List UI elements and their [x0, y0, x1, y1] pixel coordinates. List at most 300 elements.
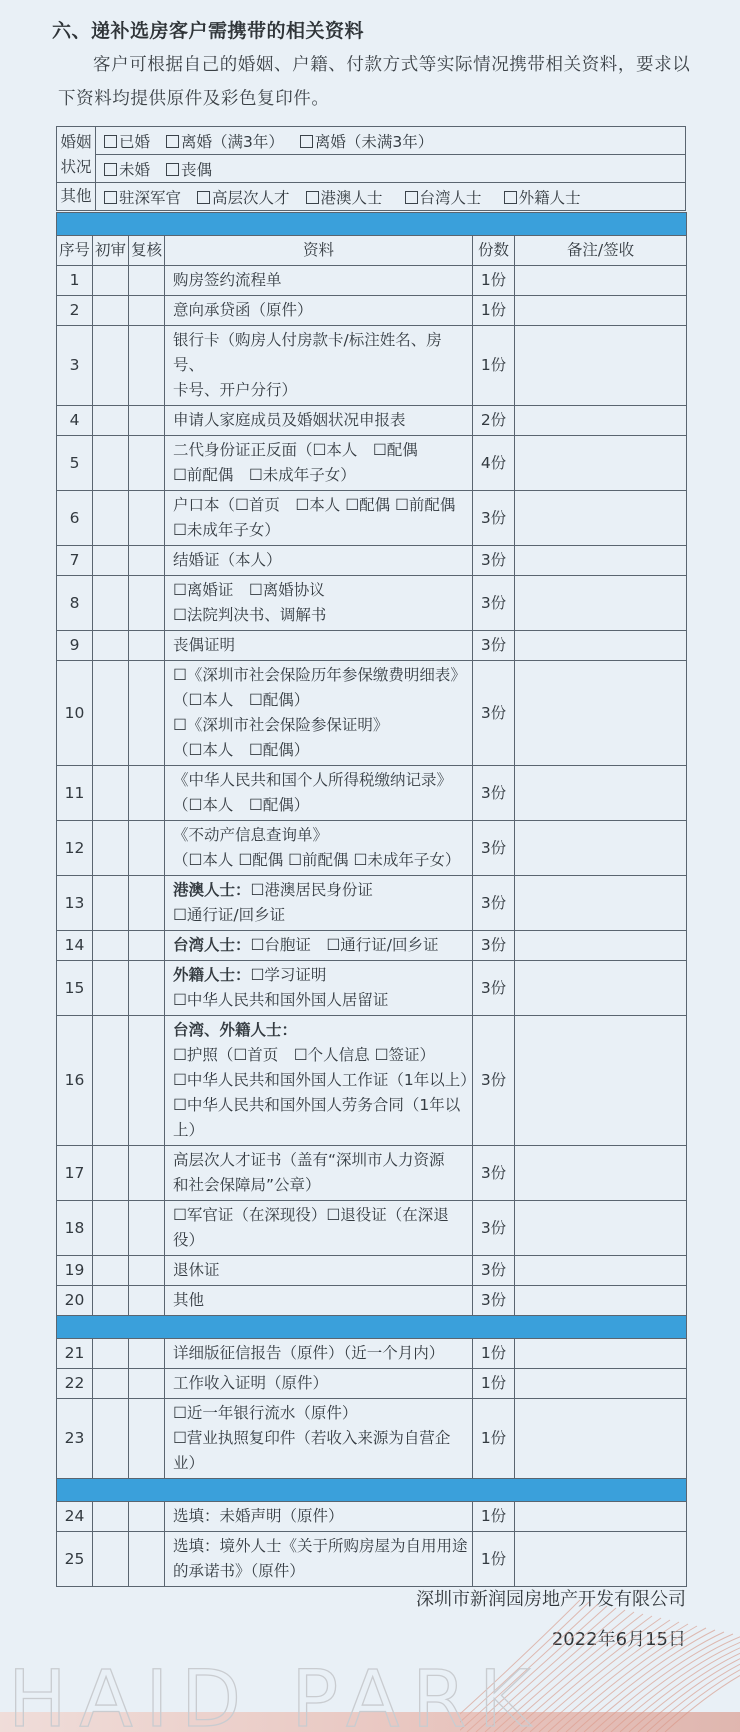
table-row	[57, 326, 687, 406]
document-cell	[165, 661, 473, 766]
remarks-cell[interactable]	[515, 326, 687, 406]
table-row	[57, 266, 687, 296]
remarks-cell[interactable]	[515, 1399, 687, 1479]
category-label: 台湾人士：	[173, 936, 251, 954]
checkbox-icon[interactable]	[104, 163, 117, 176]
document-line	[173, 1426, 472, 1476]
recheck-cell[interactable]	[129, 326, 165, 406]
document-text: （☐本人 ☐配偶 ☐前配偶 ☐未成年子女）	[173, 851, 461, 869]
checkbox-icon[interactable]	[197, 191, 210, 204]
row-number: 15	[57, 961, 93, 1016]
document-line	[173, 1559, 472, 1584]
document-line	[173, 518, 472, 543]
remarks-cell[interactable]	[515, 1201, 687, 1256]
document-line	[173, 1093, 472, 1143]
document-cell	[165, 1399, 473, 1479]
initial-review-cell[interactable]	[93, 1016, 129, 1146]
document-line	[173, 823, 472, 848]
watermark-logo	[8, 1660, 568, 1732]
row-number: 6	[57, 491, 93, 546]
document-text: ☐中华人民共和国外国人工作证（1年以上）	[173, 1071, 476, 1089]
row-number: 11	[57, 766, 93, 821]
document-cell	[165, 766, 473, 821]
copies-cell: 3份	[473, 546, 515, 576]
table-row	[57, 576, 687, 631]
row-number: 10	[57, 661, 93, 766]
document-text: 《不动产信息查询单》	[173, 826, 329, 844]
document-cell	[165, 631, 473, 661]
copies-cell: 1份	[473, 1369, 515, 1399]
document-text: 户口本（☐首页 ☐本人 ☐配偶 ☐前配偶	[173, 496, 456, 514]
recheck-cell[interactable]	[129, 1399, 165, 1479]
table-row	[57, 1201, 687, 1256]
document-line	[173, 1203, 472, 1253]
document-line	[173, 1173, 472, 1198]
initial-review-cell[interactable]	[93, 931, 129, 961]
remarks-cell[interactable]	[515, 576, 687, 631]
document-line	[173, 378, 472, 403]
recheck-cell[interactable]	[129, 1256, 165, 1286]
column-header: 序号	[57, 236, 93, 266]
document-text: 银行卡（购房人付房款卡/标注姓名、房号、	[173, 331, 442, 374]
recheck-cell[interactable]	[129, 436, 165, 491]
initial-review-cell[interactable]	[93, 661, 129, 766]
recheck-cell[interactable]	[129, 631, 165, 661]
table-row	[57, 631, 687, 661]
table-row	[57, 1016, 687, 1146]
document-text: ☐营业执照复印件（若收入来源为自营企业）	[173, 1429, 451, 1472]
checkbox-icon[interactable]	[405, 191, 418, 204]
remarks-cell[interactable]	[515, 961, 687, 1016]
remarks-cell[interactable]	[515, 266, 687, 296]
recheck-cell[interactable]	[129, 1146, 165, 1201]
document-text: 结婚证（本人）	[173, 551, 282, 569]
document-cell	[165, 1201, 473, 1256]
document-text: ☐学习证明	[250, 966, 327, 984]
document-line	[173, 903, 472, 928]
table-row	[57, 661, 687, 766]
option-label: 离婚（满3年）	[181, 132, 284, 151]
table-row	[57, 961, 687, 1016]
remarks-cell[interactable]	[515, 491, 687, 546]
document-cell	[165, 266, 473, 296]
row-number: 25	[57, 1532, 93, 1587]
table-row	[57, 406, 687, 436]
recheck-cell[interactable]	[129, 1502, 165, 1532]
copies-cell: 3份	[473, 576, 515, 631]
checkbox-icon[interactable]	[300, 135, 313, 148]
remarks-cell[interactable]	[515, 631, 687, 661]
document-text: 选填：境外人士《关于所购房屋为自用用途	[173, 1537, 468, 1555]
document-cell	[165, 326, 473, 406]
document-line	[173, 1148, 472, 1173]
initial-review-cell[interactable]	[93, 1369, 129, 1399]
recheck-cell[interactable]	[129, 1201, 165, 1256]
table-row	[57, 1502, 687, 1532]
copies-cell: 3份	[473, 961, 515, 1016]
document-cell	[165, 296, 473, 326]
document-text: ☐前配偶 ☐未成年子女）	[173, 466, 356, 484]
option-label: 未婚	[119, 160, 151, 179]
document-line	[173, 1043, 472, 1068]
section-band	[57, 1316, 687, 1339]
document-line	[173, 1371, 472, 1396]
remarks-cell[interactable]	[515, 876, 687, 931]
row-number: 9	[57, 631, 93, 661]
initial-review-cell[interactable]	[93, 1256, 129, 1286]
recheck-cell[interactable]	[129, 296, 165, 326]
remarks-cell[interactable]	[515, 296, 687, 326]
option-label: 离婚（未满3年）	[314, 132, 434, 151]
document-text: 工作收入证明（原件）	[173, 1374, 329, 1392]
row-number: 13	[57, 876, 93, 931]
remarks-cell[interactable]	[515, 1532, 687, 1587]
row-number: 2	[57, 296, 93, 326]
document-line	[173, 1288, 472, 1313]
document-text: 和社会保障局”公章）	[173, 1176, 321, 1194]
remarks-cell[interactable]	[515, 1256, 687, 1286]
checkbox-option[interactable]	[166, 158, 212, 180]
initial-review-cell[interactable]	[93, 876, 129, 931]
recheck-cell[interactable]	[129, 406, 165, 436]
remarks-cell[interactable]	[515, 546, 687, 576]
document-text: ☐未成年子女）	[173, 521, 280, 539]
section-title: 六、递补选房客户需携带的相关资料	[52, 20, 365, 42]
column-header: 复核	[129, 236, 165, 266]
document-line	[173, 848, 472, 873]
marital-options-2	[96, 155, 686, 183]
recheck-cell[interactable]	[129, 491, 165, 546]
initial-review-cell[interactable]	[93, 436, 129, 491]
remarks-cell[interactable]	[515, 661, 687, 766]
checkbox-option[interactable]	[504, 186, 581, 208]
remarks-cell[interactable]	[515, 436, 687, 491]
copies-cell: 3份	[473, 661, 515, 766]
document-text: 《中华人民共和国个人所得税缴纳记录》	[173, 771, 453, 789]
document-text: 卡号、开户分行）	[173, 381, 298, 399]
checkbox-icon[interactable]	[104, 191, 117, 204]
document-text: ☐护照（☐首页 ☐个人信息 ☐签证）	[173, 1046, 436, 1064]
document-text: ☐《深圳市社会保险参保证明》	[173, 716, 389, 734]
initial-review-cell[interactable]	[93, 1201, 129, 1256]
copies-cell: 3份	[473, 1016, 515, 1146]
document-text: ☐港澳居民身份证	[250, 881, 373, 899]
copies-cell: 3份	[473, 876, 515, 931]
table-row	[57, 931, 687, 961]
document-line	[173, 463, 472, 488]
column-header: 备注/签收	[515, 236, 687, 266]
row-number: 1	[57, 266, 93, 296]
row-number: 21	[57, 1339, 93, 1369]
document-line	[173, 328, 472, 378]
copies-cell: 3份	[473, 821, 515, 876]
option-label: 港澳人士	[320, 188, 383, 207]
table-row	[57, 1286, 687, 1316]
initial-review-cell[interactable]	[93, 631, 129, 661]
document-cell	[165, 491, 473, 546]
initial-review-cell[interactable]	[93, 821, 129, 876]
document-text: ☐军官证（在深现役）☐退役证（在深退役）	[173, 1206, 449, 1249]
initial-review-cell[interactable]	[93, 1339, 129, 1369]
recheck-cell[interactable]	[129, 931, 165, 961]
document-cell	[165, 1339, 473, 1369]
marital-options-1	[96, 127, 686, 155]
document-text: 其他	[173, 1291, 205, 1309]
document-cell	[165, 1369, 473, 1399]
table-row	[57, 876, 687, 931]
status-table	[56, 126, 686, 211]
issue-date: 2022年6月15日	[551, 1629, 686, 1650]
document-line	[173, 298, 472, 323]
remarks-cell[interactable]	[515, 821, 687, 876]
copies-cell: 3份	[473, 1146, 515, 1201]
initial-review-cell[interactable]	[93, 406, 129, 436]
document-cell	[165, 1016, 476, 1146]
row-number: 8	[57, 576, 93, 631]
recheck-cell[interactable]	[129, 266, 165, 296]
document-text: ☐中华人民共和国外国人劳务合同（1年以上）	[173, 1096, 461, 1139]
checkbox-option[interactable]	[166, 130, 284, 152]
document-text: 申请人家庭成员及婚姻状况申报表	[173, 411, 406, 429]
intro-paragraph: 客户可根据自己的婚姻、户籍、付款方式等实际情况携带相关资料，要求以下资料均提供原件及彩色复印件。	[58, 55, 691, 109]
document-line	[173, 713, 472, 738]
option-label: 外籍人士	[518, 188, 581, 207]
table-row	[57, 1339, 687, 1369]
recheck-cell[interactable]	[129, 576, 165, 631]
marital-label: 婚姻 状况	[57, 127, 96, 183]
checkbox-option[interactable]	[306, 186, 383, 208]
other-options	[96, 183, 686, 211]
checkbox-option[interactable]	[104, 158, 150, 180]
copies-cell: 3份	[473, 1286, 515, 1316]
recheck-cell[interactable]	[129, 1339, 165, 1369]
remarks-cell[interactable]	[515, 1016, 687, 1146]
initial-review-cell[interactable]	[93, 576, 129, 631]
category-label: 港澳人士：	[173, 881, 251, 899]
document-text: ☐法院判决书、调解书	[173, 606, 327, 624]
copies-cell: 4份	[473, 436, 515, 491]
remarks-cell[interactable]	[515, 766, 687, 821]
row-number: 19	[57, 1256, 93, 1286]
checkbox-option[interactable]	[300, 130, 433, 152]
checkbox-icon[interactable]	[306, 191, 319, 204]
initial-review-cell[interactable]	[93, 1532, 129, 1587]
checkbox-option[interactable]	[197, 186, 290, 208]
initial-review-cell[interactable]	[93, 961, 129, 1016]
table-row	[57, 436, 687, 491]
document-cell	[165, 1146, 473, 1201]
copies-cell: 3份	[473, 766, 515, 821]
document-text: 购房签约流程单	[173, 271, 282, 289]
copies-cell: 3份	[473, 931, 515, 961]
document-line	[173, 1018, 472, 1043]
document-cell	[165, 1256, 473, 1286]
document-line	[173, 1534, 472, 1559]
initial-review-cell[interactable]	[93, 766, 129, 821]
initial-review-cell[interactable]	[93, 546, 129, 576]
document-text: ☐《深圳市社会保险历年参保缴费明细表》	[173, 666, 466, 684]
other-label: 其他	[57, 183, 96, 211]
table-row	[57, 1369, 687, 1399]
document-line	[173, 963, 472, 988]
remarks-cell[interactable]	[515, 1369, 687, 1399]
category-label: 外籍人士：	[173, 966, 251, 984]
table-row	[57, 491, 687, 546]
table-row	[57, 821, 687, 876]
document-text: （☐本人 ☐配偶）	[173, 741, 310, 759]
document-line	[173, 493, 472, 518]
document-line	[173, 933, 472, 958]
recheck-cell[interactable]	[129, 1016, 165, 1146]
row-number: 18	[57, 1201, 93, 1256]
document-line	[173, 1401, 472, 1426]
row-number: 24	[57, 1502, 93, 1532]
recheck-cell[interactable]	[129, 961, 165, 1016]
remarks-cell[interactable]	[515, 1339, 687, 1369]
document-line	[173, 1504, 472, 1529]
row-number: 16	[57, 1016, 93, 1146]
remarks-cell[interactable]	[515, 1502, 687, 1532]
document-line	[173, 1068, 476, 1093]
document-line	[173, 408, 472, 433]
document-text: 意向承贷函（原件）	[173, 301, 313, 319]
row-number: 17	[57, 1146, 93, 1201]
checkbox-icon[interactable]	[504, 191, 517, 204]
document-cell	[165, 406, 473, 436]
row-number: 4	[57, 406, 93, 436]
section-band	[57, 1479, 687, 1502]
initial-review-cell[interactable]	[93, 266, 129, 296]
copies-cell: 3份	[473, 491, 515, 546]
document-line	[173, 878, 472, 903]
document-cell	[165, 931, 473, 961]
document-line	[173, 578, 472, 603]
remarks-cell[interactable]	[515, 931, 687, 961]
column-header: 份数	[473, 236, 515, 266]
category-label: 台湾、外籍人士：	[173, 1021, 298, 1039]
document-cell	[165, 546, 473, 576]
option-label: 已婚	[119, 132, 151, 151]
table-header-row	[57, 236, 687, 266]
recheck-cell[interactable]	[129, 1369, 165, 1399]
section-band	[57, 213, 687, 236]
remarks-cell[interactable]	[515, 1146, 687, 1201]
document-line	[173, 438, 472, 463]
checkbox-icon[interactable]	[166, 135, 179, 148]
document-text: ☐通行证/回乡证	[173, 906, 286, 924]
document-text: （☐本人 ☐配偶）	[173, 691, 310, 709]
row-number: 7	[57, 546, 93, 576]
initial-review-cell[interactable]	[93, 326, 129, 406]
checkbox-option[interactable]	[104, 130, 150, 152]
table-row	[57, 296, 687, 326]
document-line	[173, 603, 472, 628]
recheck-cell[interactable]	[129, 766, 165, 821]
table-row	[57, 546, 687, 576]
recheck-cell[interactable]	[129, 876, 165, 931]
option-label: 高层次人才	[212, 188, 290, 207]
document-cell	[165, 1502, 473, 1532]
copies-cell: 1份	[473, 1502, 515, 1532]
table-row	[57, 766, 687, 821]
initial-review-cell[interactable]	[93, 1146, 129, 1201]
document-line	[173, 988, 472, 1013]
document-text: 详细版征信报告（原件）（近一个月内）	[173, 1344, 445, 1362]
row-number: 20	[57, 1286, 93, 1316]
column-header: 资料	[165, 236, 473, 266]
option-label: 驻深军官	[119, 188, 182, 207]
document-text: 退休证	[173, 1261, 220, 1279]
document-line	[173, 268, 472, 293]
document-text: ☐中华人民共和国外国人居留证	[173, 991, 389, 1009]
document-cell	[165, 436, 473, 491]
option-label: 台湾人士	[419, 188, 482, 207]
recheck-cell[interactable]	[129, 1532, 165, 1587]
row-number: 5	[57, 436, 93, 491]
option-label: 丧偶	[181, 160, 213, 179]
document-line	[173, 1258, 472, 1283]
document-text: 丧偶证明	[173, 636, 236, 654]
recheck-cell[interactable]	[129, 661, 165, 766]
checkbox-icon[interactable]	[104, 135, 117, 148]
copies-cell: 3份	[473, 1256, 515, 1286]
copies-cell: 1份	[473, 266, 515, 296]
document-line	[173, 688, 472, 713]
remarks-cell[interactable]	[515, 1286, 687, 1316]
recheck-cell[interactable]	[129, 1286, 165, 1316]
document-line	[173, 793, 472, 818]
copies-cell: 1份	[473, 1339, 515, 1369]
copies-cell: 1份	[473, 1532, 515, 1587]
document-cell	[165, 961, 473, 1016]
remarks-cell[interactable]	[515, 406, 687, 436]
document-text: （☐本人 ☐配偶）	[173, 796, 310, 814]
initial-review-cell[interactable]	[93, 296, 129, 326]
checkbox-option[interactable]	[405, 186, 482, 208]
recheck-cell[interactable]	[129, 546, 165, 576]
document-line	[173, 548, 472, 573]
initial-review-cell[interactable]	[93, 1286, 129, 1316]
document-line	[173, 738, 472, 763]
row-number: 3	[57, 326, 93, 406]
document-text: 选填：未婚声明（原件）	[173, 1507, 344, 1525]
document-line	[173, 633, 472, 658]
document-line	[173, 1341, 472, 1366]
initial-review-cell[interactable]	[93, 1399, 129, 1479]
document-cell	[165, 1532, 473, 1587]
document-text: 的承诺书》（原件）	[173, 1562, 305, 1580]
recheck-cell[interactable]	[129, 821, 165, 876]
document-line	[173, 663, 472, 688]
row-number: 23	[57, 1399, 93, 1479]
initial-review-cell[interactable]	[93, 491, 129, 546]
table-row	[57, 1146, 687, 1201]
document-text: ☐离婚证 ☐离婚协议	[173, 581, 325, 599]
copies-cell: 3份	[473, 1201, 515, 1256]
initial-review-cell[interactable]	[93, 1502, 129, 1532]
row-number: 14	[57, 931, 93, 961]
document-cell	[165, 876, 473, 931]
copies-cell: 1份	[473, 1399, 515, 1479]
row-number: 12	[57, 821, 93, 876]
checkbox-option[interactable]	[104, 186, 181, 208]
checkbox-icon[interactable]	[166, 163, 179, 176]
table-row	[57, 1256, 687, 1286]
document-text: 二代身份证正反面（☐本人 ☐配偶	[173, 441, 418, 459]
copies-cell: 1份	[473, 326, 515, 406]
watermark-text: HAID PARK	[8, 1660, 548, 1732]
copies-cell: 1份	[473, 296, 515, 326]
